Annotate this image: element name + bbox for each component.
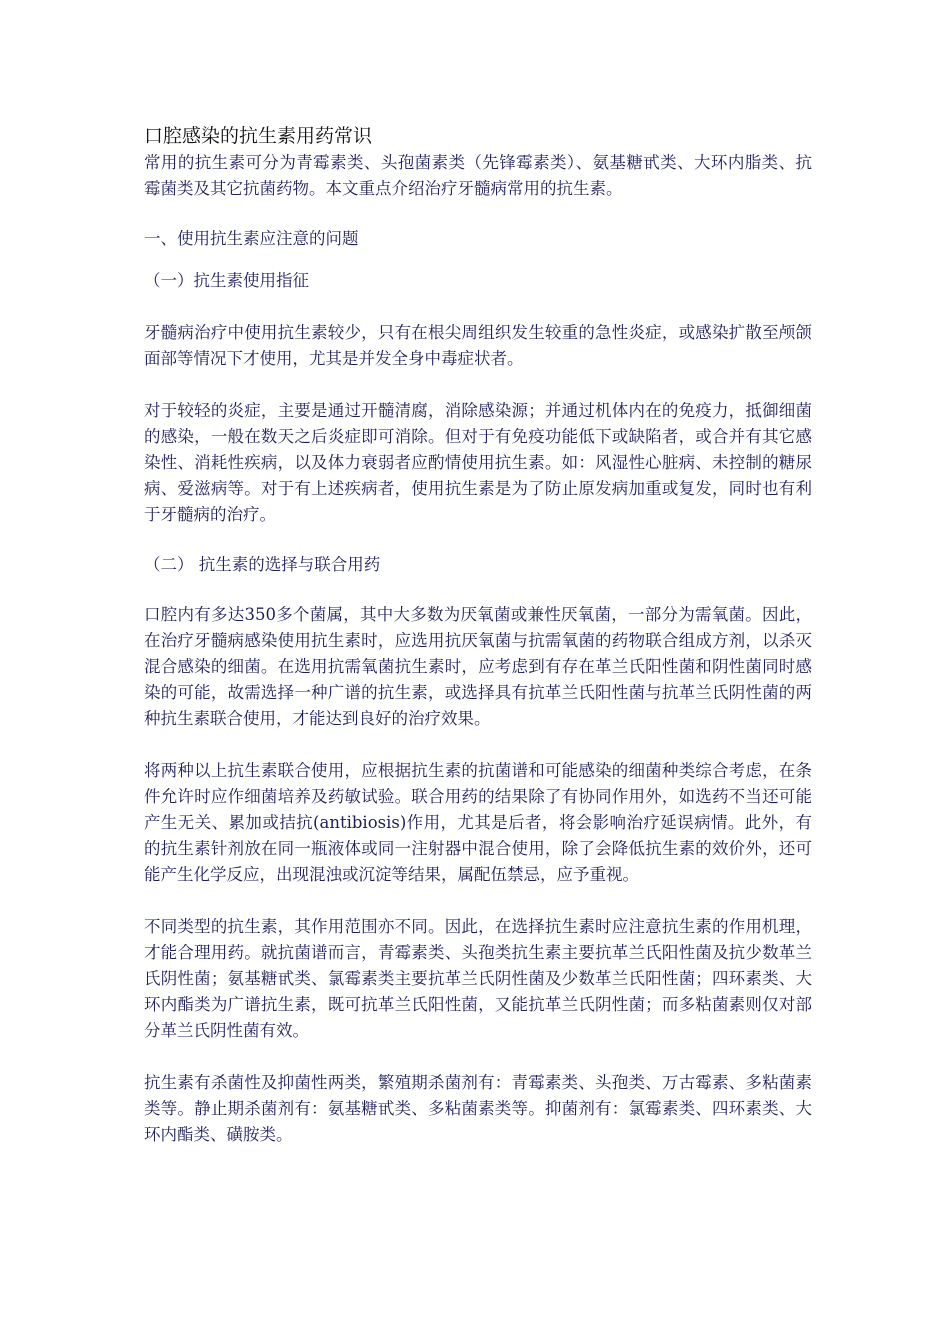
spacer	[144, 1044, 812, 1070]
spacer	[144, 252, 812, 268]
spacer	[144, 372, 812, 398]
paragraph-sub2-1: 口腔内有多达350多个菌属，其中大多数为厌氧菌或兼性厌氧菌，一部分为需氧菌。因此，在治疗牙髓病感染使用抗生素时，应选用抗厌氧菌与抗需氧菌的药物联合组成方剂，以杀灭混合感染的细菌。在选用抗需氧菌抗生素时，应考虑到有存在革兰氏阳性菌和阴性菌同时感染的可能，故需选择一种广谱的抗生素，或选择具有抗革兰氏阳性菌与抗革兰氏阴性菌的两种抗生素联合使用，才能达到良好的治疗效果。	[144, 605, 812, 728]
document-page	[144, 122, 812, 1148]
spacer	[144, 202, 812, 226]
paragraph-sub1-2: 对于较轻的炎症，主要是通过开髓清腐，消除感染源；并通过机体内在的免疫力，抵御细菌的感染，一般在数天之后炎症即可消除。但对于有免疫功能低下或缺陷者，或合并有其它感染性、消耗性疾病，以及体力衰弱者应酌情使用抗生素。如：风湿性心脏病、未控制的糖尿病、爱滋病等。对于有上述疾病者，使用抗生素是为了防止原发病加重或复发，同时也有利于牙髓病的治疗。	[144, 401, 812, 524]
intro-paragraph: 常用的抗生素可分为青霉素类、头孢菌素类（先锋霉素类）、氨基糖甙类、大环内脂类、抗霉菌类及其它抗菌药物。本文重点介绍治疗牙髓病常用的抗生素。	[144, 153, 812, 198]
subsection-heading-2: （二） 抗生素的选择与联合用药	[144, 555, 381, 574]
paragraph-sub2-4: 抗生素有杀菌性及抑菌性两类，繁殖期杀菌剂有：青霉素类、头孢类、万古霉素、多粘菌素类等。静止期杀菌剂有：氨基糖甙类、多粘菌素类等。抑菌剂有：氯霉素类、四环素类、大环内酯类、磺胺类。	[144, 1073, 812, 1144]
spacer	[144, 294, 812, 320]
paragraph-sub2-2: 将两种以上抗生素联合使用，应根据抗生素的抗菌谱和可能感染的细菌种类综合考虑，在条件允许时应作细菌培养及药敏试验。联合用药的结果除了有协同作用外，如选药不当还可能产生无关、累加或拮抗(antibiosis)作用，尤其是后者，将会影响治疗延误病情。此外，有的抗生素针剂放在同一瓶液体或同一注射器中混合使用，除了会降低抗生素的效价外，还可能产生化学反应，出现混浊或沉淀等结果，属配伍禁忌，应予重视。	[144, 761, 812, 884]
spacer	[144, 888, 812, 914]
document-title: 口腔感染的抗生素用药常识	[144, 125, 373, 147]
paragraph-sub2-3: 不同类型的抗生素，其作用范围亦不同。因此，在选择抗生素时应注意抗生素的作用机理，才能合理用药。就抗菌谱而言，青霉素类、头孢类抗生素主要抗革兰氏阳性菌及抗少数革兰氏阴性菌；氨基糖甙类、氯霉素类主要抗革兰氏阴性菌及少数革兰氏阳性菌；四环素类、大环内酯类为广谱抗生素，既可抗革兰氏阳性菌，又能抗革兰氏阴性菌；而多粘菌素则仅对部分革兰氏阴性菌有效。	[144, 917, 812, 1040]
spacer	[144, 528, 812, 552]
section-heading-1: 一、使用抗生素应注意的问题	[144, 229, 359, 248]
subsection-heading-1: （一）抗生素使用指征	[144, 271, 309, 290]
spacer	[144, 732, 812, 758]
paragraph-sub1-1: 牙髓病治疗中使用抗生素较少，只有在根尖周组织发生较重的急性炎症，或感染扩散至颅颌面部等情况下才使用，尤其是并发全身中毒症状者。	[144, 323, 812, 368]
spacer	[144, 578, 812, 602]
